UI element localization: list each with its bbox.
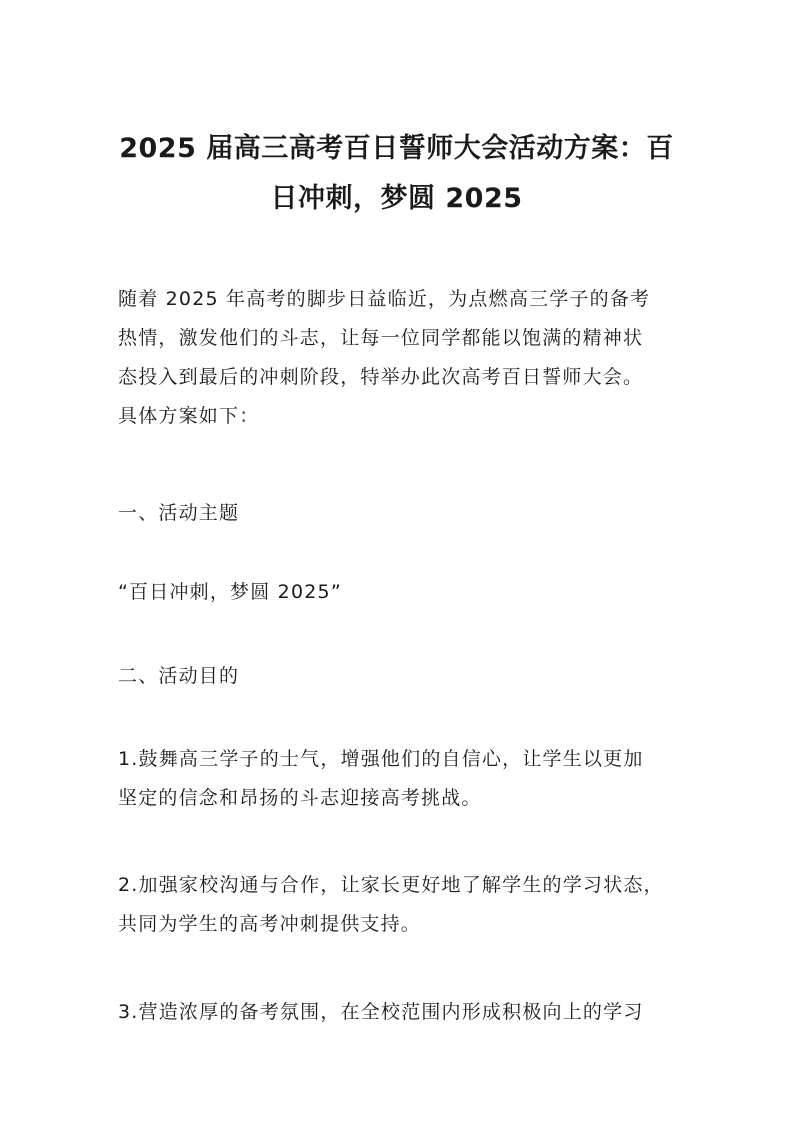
title-line-1: 2025 届高三高考百日誓师大会活动方案：百: [119, 133, 674, 164]
goal2-line-2: 共同为学生的高考冲刺提供支持。: [118, 913, 422, 935]
section1-heading: 一、活动主题: [118, 502, 240, 524]
section2-heading: 二、活动目的: [118, 665, 240, 687]
goal1-line-1: 1.鼓舞高三学子的士气，增强他们的自信心，让学生以更加: [118, 748, 644, 770]
goal1-line-2: 坚定的信念和昂扬的斗志迎接高考挑战。: [118, 787, 482, 809]
intro-paragraph: [118, 280, 678, 436]
section-heading-goals: [118, 657, 678, 696]
goal2-line-1: 2.加强家校沟通与合作，让家长更好地了解学生的学习状态，: [118, 874, 664, 896]
intro-line-3: 态投入到最后的冲刺阶段，特举办此次高考百日誓师大会。: [118, 366, 644, 388]
section-heading-theme: [118, 494, 678, 533]
theme-text: “百日冲刺，梦圆 2025”: [118, 581, 342, 603]
theme-paragraph: [118, 573, 678, 612]
intro-line-1: 随着 2025 年高考的脚步日益临近，为点燃高三学子的备考: [118, 288, 651, 310]
title-line-2: 日冲刺，梦圆 2025: [270, 183, 523, 214]
goal-item-1: [118, 740, 678, 818]
intro-line-2: 热情，激发他们的斗志，让每一位同学都能以饱满的精神状: [118, 327, 644, 349]
goal-item-3: [118, 993, 678, 1032]
document-title: [108, 124, 685, 224]
intro-line-4: 具体方案如下：: [118, 405, 260, 427]
goal-item-2: [118, 866, 678, 944]
goal3-line-1: 3.营造浓厚的备考氛围，在全校范围内形成积极向上的学习: [118, 1001, 644, 1023]
